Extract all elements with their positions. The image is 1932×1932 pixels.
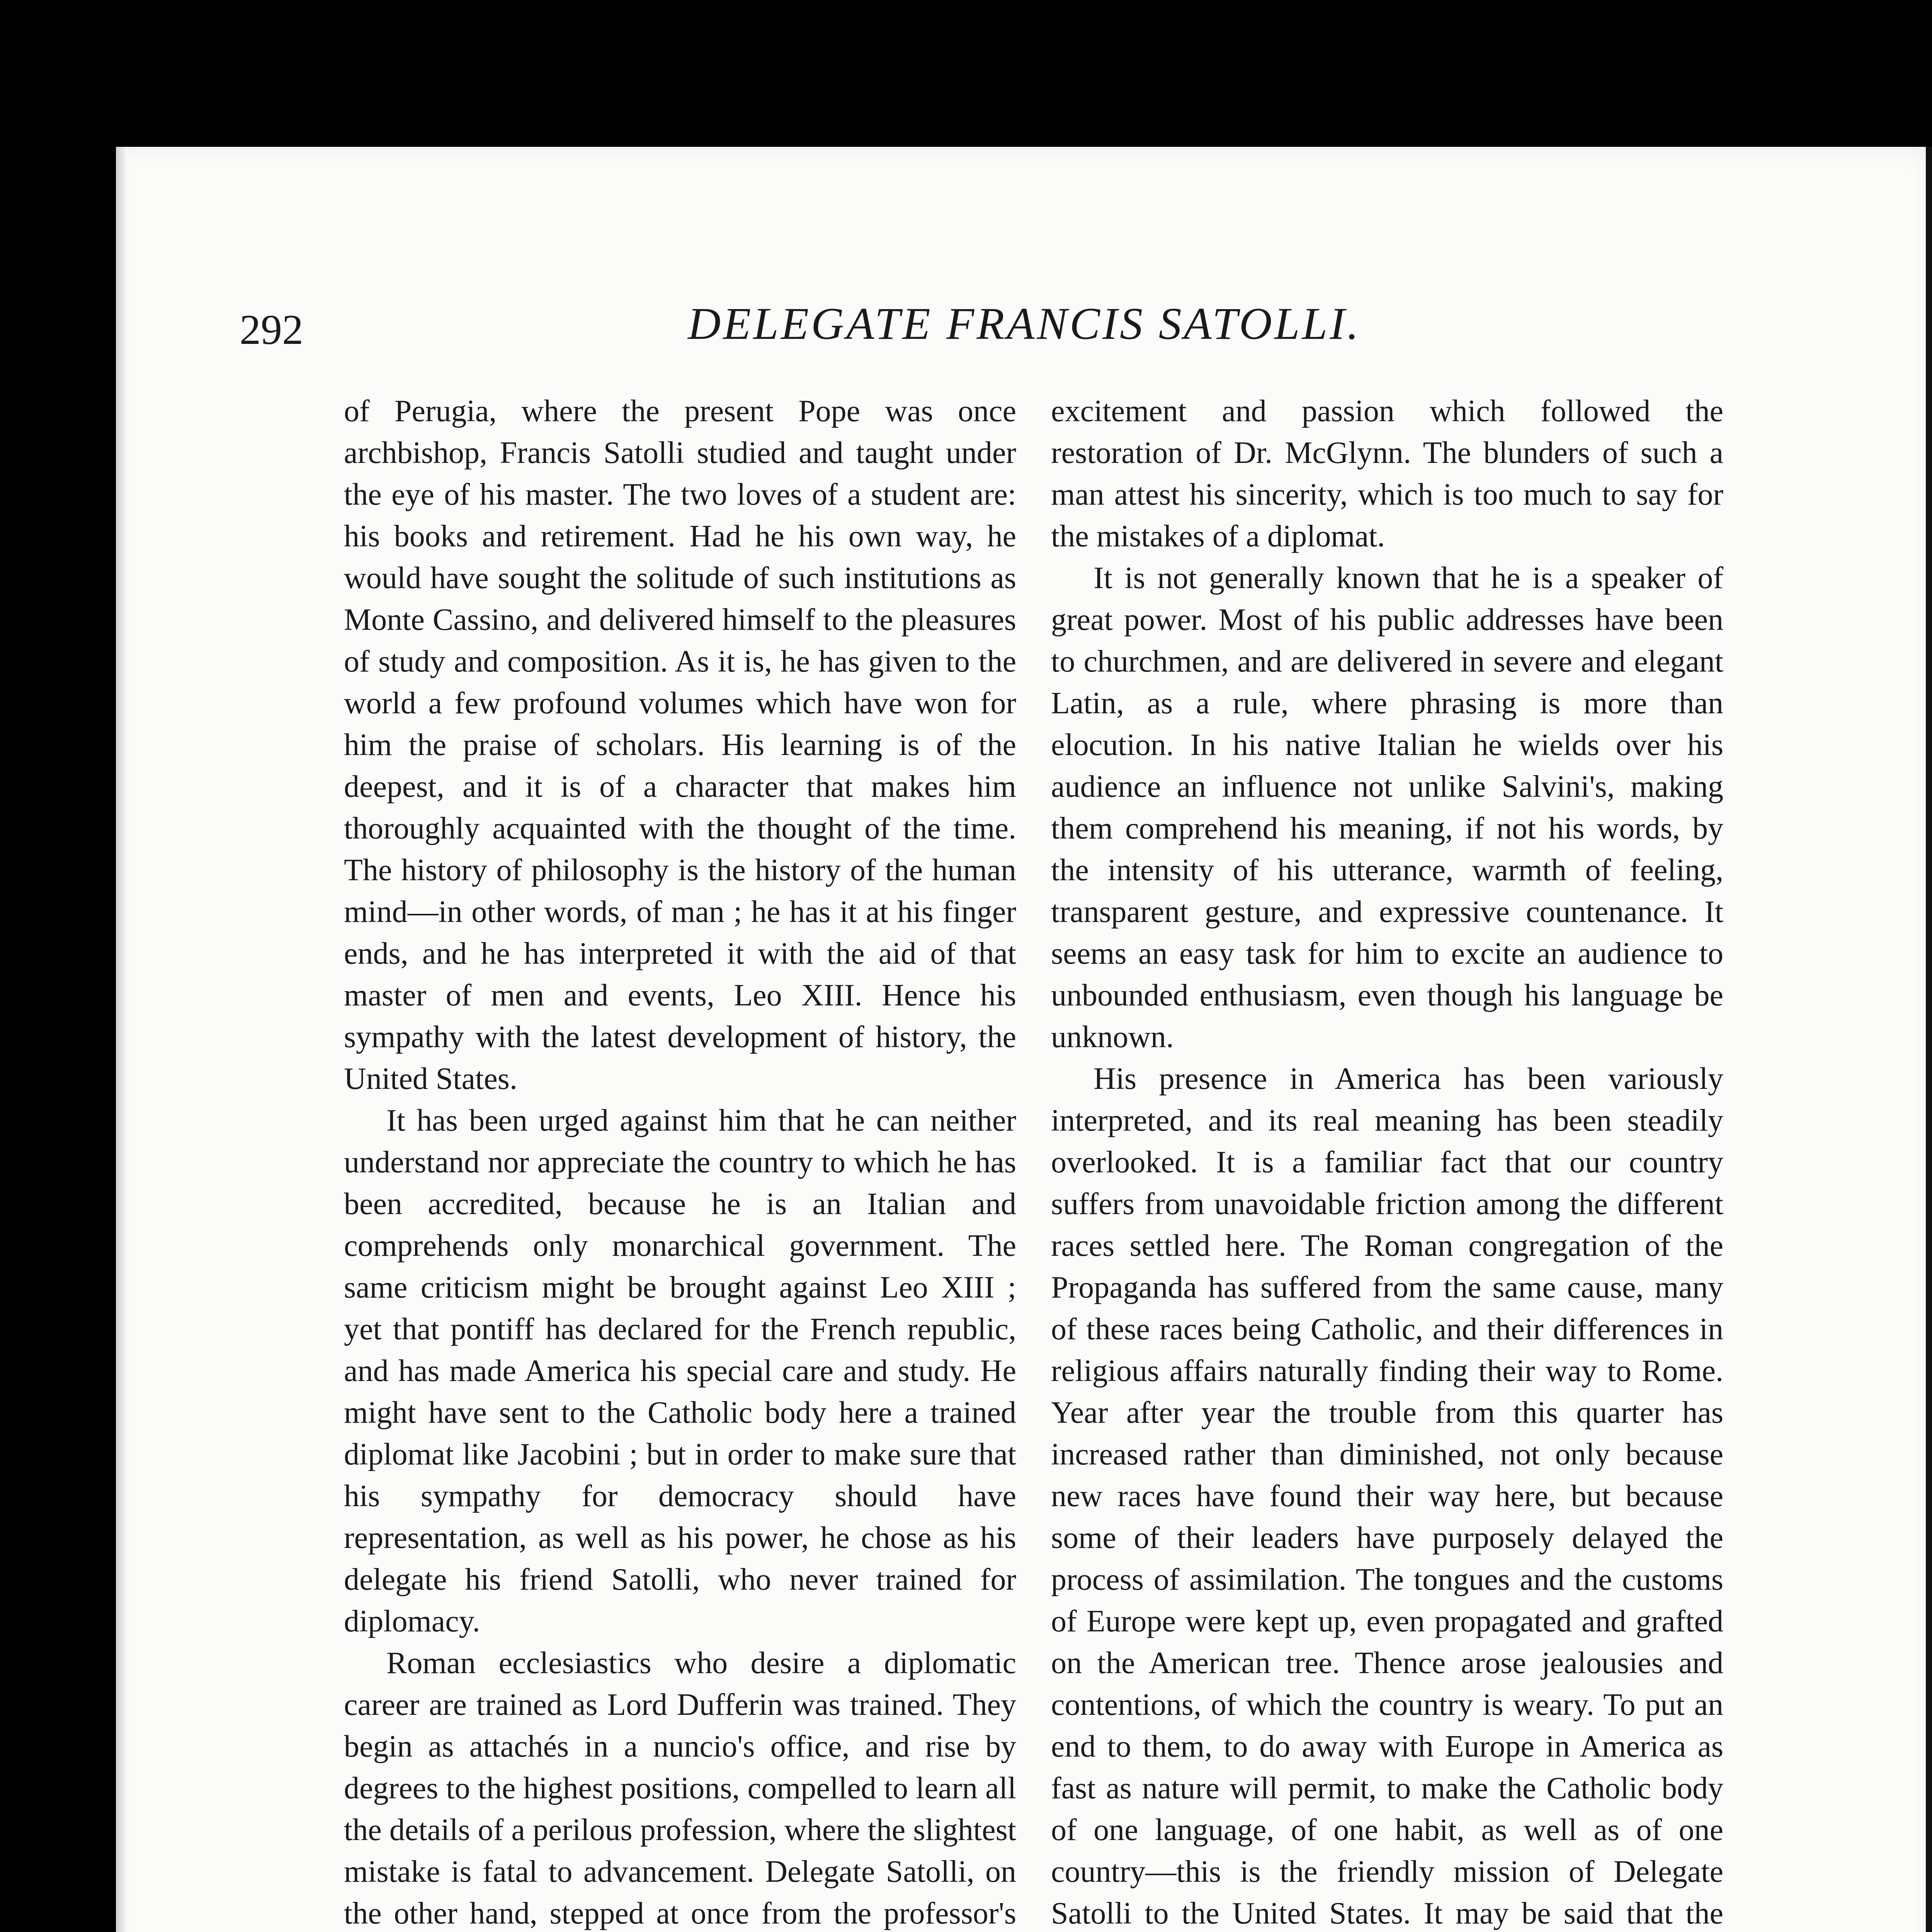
left-paragraph-1: of Perugia, where the present Pope was once archbishop, Francis Satolli studied and taught under the eye of his master. The two loves of a student are: his books and retirement. Had he his own way, he would have sought the solitude of such institutions as Monte Cassino, and delivered himself to the pleasures of study and composition. As it is, he has given to the world a few profound volumes which have won for him the praise of scholars. His learning is of the deepest, and it is of a character that makes him thoroughly acquainted with the thought of the time. The history of philosophy is the history of the human mind—in other words, of man ; he has it at his finger ends, and he has interpreted it with the aid of that master of men and events, Leo XIII. Hence his sympathy with the latest development of history, the United States. (344, 394, 1016, 1096)
gutter-shadow (116, 147, 128, 1932)
left-paragraph-3: Roman ecclesiastics who desire a diplomatic career are trained as Lord Dufferin was trained. They begin as attachés in a nuncio's office, and rise by degrees to the highest positions, compelled to learn all the details of a perilous profession, where the slightest mistake is fatal to advancement. Delegate Satolli, on the other hand, stepped at once from the professor's (344, 1646, 1016, 1930)
left-paragraph-2: It has been urged against him that he can neither understand nor appreciate the country to which he has been accredited, because he is an Italian and comprehends only monarchical government. The same criticism might be brought against Leo XIII ; yet that pontiff has declared for the French republic, and has made America his special care and study. He might have sent to the Catholic body here a trained diplomat like Jacobini ; but in order to make sure that his sympathy for democracy should have representation, as well as his power, he chose as his delegate his friend Satolli, who never trained for diplomacy. (344, 1104, 1016, 1638)
right-column (1051, 390, 1723, 1932)
page-number: 292 (240, 306, 303, 353)
left-column (344, 390, 1016, 1932)
right-paragraph-2: It is not generally known that he is a speaker of great power. Most of his public addresses have been to churchmen, and are delivered in severe and elegant Latin, as a rule, where phrasing is more than elocution. In his native Italian he wields over his audience an influence not unlike Salvini's, making them comprehend his meaning, if not his words, by the intensity of his utterance, warmth of feeling, transparent gesture, and expressive countenance. It seems an easy task for him to excite an audience to unbounded enthusiasm, even though his language be unknown. (1051, 561, 1723, 1054)
right-paragraph-1: excitement and passion which followed the restoration of Dr. McGlynn. The blunders of such a man attest his sincerity, which is too much to say for the mistakes of a diplomat. (1051, 394, 1723, 553)
page-edge (1926, 147, 1932, 1932)
right-paragraph-3: His presence in America has been variously interpreted, and its real meaning has been steadily overlooked. It is a familiar fact that our country suffers from unavoidable friction among the different races settled here. The Roman congregation of the Propaganda has suffered from the same cause, many of these races being Catholic, and their differences in religious affairs naturally finding their way to Rome. Year after year the trouble from this quarter has increased rather than diminished, not only because new races have found their way here, but because some of their leaders have purposely delayed the process of assimilation. The tongues and the customs of Europe were kept up, even propagated and grafted on the American tree. Thence arose jealousies and contentions, of which the country is weary. To put an end to them, to do away with Europe in America as fast as nature will permit, to make the Catholic body of one language, of one habit, as well as of one country—this is the friendly mission of Delegate Satolli to the United States. It may be said that the (1051, 1062, 1723, 1930)
running-head: DELEGATE FRANCIS SATOLLI. (688, 298, 1361, 349)
